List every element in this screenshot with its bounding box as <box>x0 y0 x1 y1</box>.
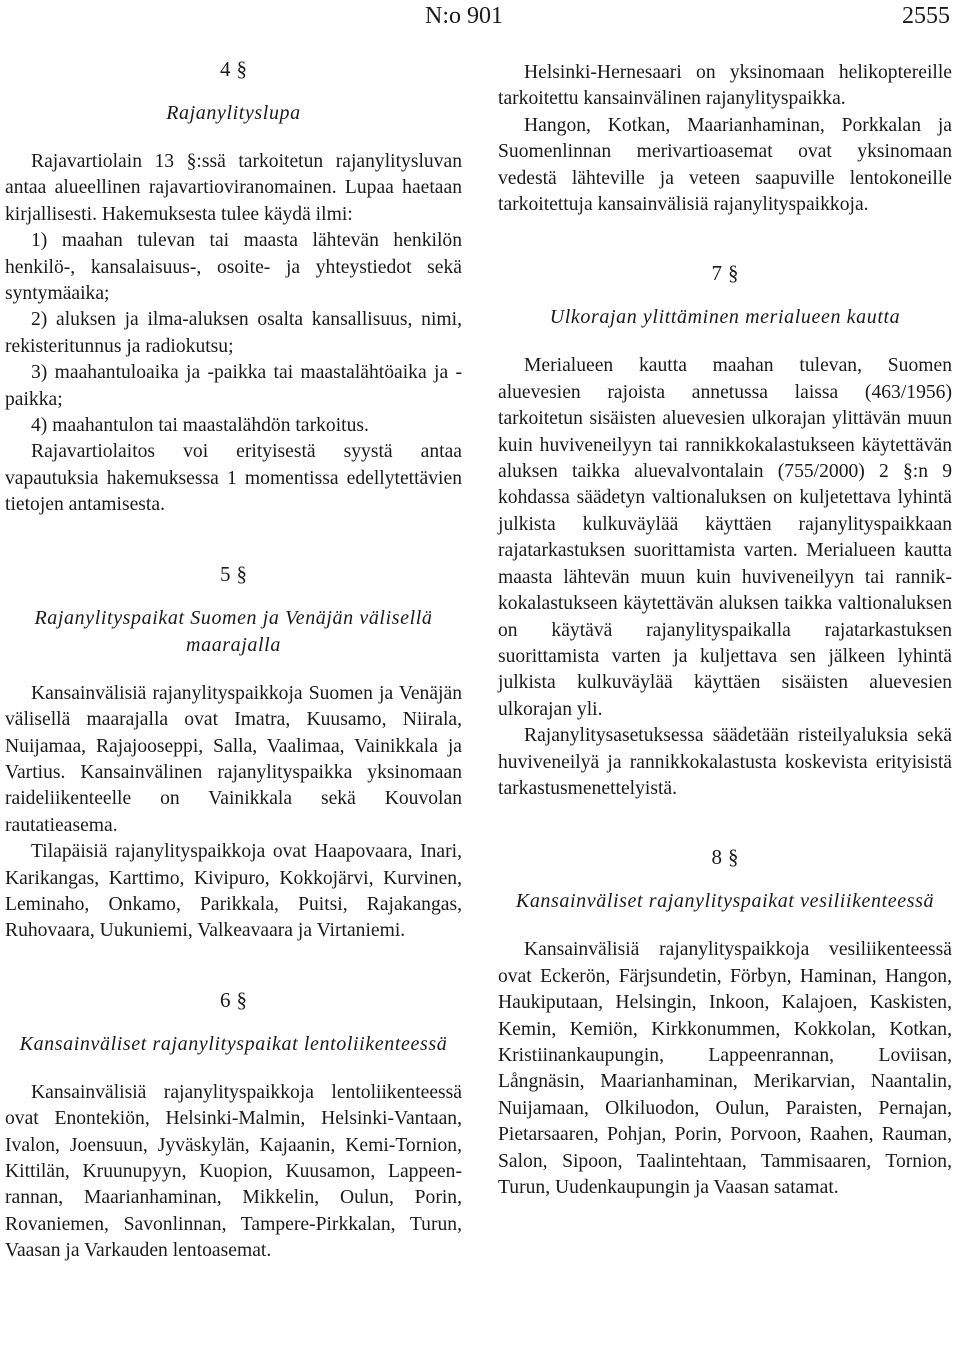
section-4-paragraph-1: Rajavartiolain 13 §:ssä tarkoitetun rajanylitysluvan antaa alueellinen rajavartioviranomainen. Lupaa haetaan kirjallisesti. Hakemuksesta tulee käydä ilmi: <box>5 151 462 225</box>
section-4-paragraph-2: Rajavartiolaitos voi erityisestä syystä antaa vapautuksia hakemuksessa 1 momentissa edellytettävien tietojen antamisesta. <box>5 441 462 516</box>
section-5-title: Rajanylityspaikat Suomen ja Venäjän välisellä maarajalla <box>34 606 433 656</box>
page-number: 2555 <box>902 3 950 29</box>
section-sign: § <box>728 261 739 286</box>
section-8-heading <box>498 844 952 870</box>
section-6-heading <box>5 987 462 1013</box>
section-8-paragraph-1: Kansainvälisiä rajanylityspaikkoja vesiliikenteessä ovat Eckerön, Färjsundetin, Förbyn, Haminan, Hangon, Haukiputaan, Helsingin, Inkoon, Kalajoen, Kaskisten, Kemin, Kemiön, Kirkkonummen, Kokkolan, Kotkan, Kristiinankaupungin, Lappeenrannan, Loviisan, Långnäsin, Maarianhaminan, Merikarvian, Naantalin, Nuijamaan, Olkiluodon, Oulun, Paraisten, Pernajan, Pietarsaaren, Pohjan, Porin, Porvoon, Raahen, Rauman, Salon, Sipoon, Taalintehtaan, Tammisaaren, Tornion, Turun, Uudenkaupungin ja Vaasan satamat. <box>498 939 952 1198</box>
section-5-paragraph-1: Kansainvälisiä rajanylityspaikkoja Suomen ja Venäjän välisellä maarajalla ovat Imatra, Kuusamo, Niirala, Nuijamaa, Rajajooseppi, Salla, Vaalimaa, Vainikkala ja Vartius. Kansainvälinen rajanylityspaikka yksinomaan raideliikenteelle on Vainikkala sekä Kouvolan rautatieasema. <box>5 682 462 836</box>
list-item: 1) maahan tulevan tai maasta lähtevän henkilön henkilö-, kansalaisuus-, osoite- ja yhteystiedot sekä syntymäaika; <box>5 230 462 305</box>
section-number: 6 <box>220 987 231 1012</box>
section-number: 7 <box>711 261 722 286</box>
section-7-paragraph-2: Rajanylitysasetuksessa säädetään risteilyaluksia sekä huviveneilyä ja rannikkokalastusta koskevista erityisistä tarkastusmenettelyistä. <box>498 725 952 799</box>
page-header <box>0 0 950 30</box>
section-7-title: Ulkorajan ylittäminen merialueen kautta <box>549 306 901 329</box>
section-5-heading <box>5 561 462 587</box>
left-column <box>5 56 462 1265</box>
section-7-heading <box>498 260 952 286</box>
section-5-paragraph-2: Tilapäisiä rajanylityspaikkoja ovat Haapovaara, Inari, Karikangas, Karttimo, Kivipuro, Kokkojärvi, Kurvinen, Leminaho, Onkamo, Parikkala, Puitsi, Rajakangas, Ruhovaara, Uukuniemi, Valkeavaara ja Virtaniemi. <box>5 841 462 942</box>
section-sign: § <box>236 987 247 1012</box>
section-number: 8 <box>711 845 722 870</box>
section-6-paragraph-3: Hangon, Kotkan, Maarianhaminan, Porkkalan ja Suomenlinnan merivartioasemat ovat yksinomaan vedestä lähteville ja veteen saapuville lentokoneille tarkoitettuja kansainvälisiä rajanylityspaikkoja. <box>498 114 952 216</box>
section-8-title: Kansainväliset rajanylityspaikat vesiliikenteessä <box>515 890 935 913</box>
section-6-paragraph-1: Kansainvälisiä rajanylityspaikkoja lentoliikenteessä ovat Enontekiön, Helsinki-Malmin, Helsinki-Vantaan, Ivalon, Joensuun, Jyväskylän, Kajaanin, Kemi-Tornion, Kittilän, Kruunupyyn, Kuopion, Kuusamon, Lappeenrannan, Maarianhaminan, Mikkelin, Oulun, Porin, Rovaniemen, Savonlinnan, Tampere-Pirkkalan, Turun, Vaasan ja Varkauden lentoasemat. <box>5 1081 462 1262</box>
section-7-paragraph-1: Merialueen kautta maahan tulevan, Suomen aluevesien rajoista annetussa laissa (463/1956) tarkoitetun sisäisten aluevesien ulkorajan ylittävän muun kuin huviveneilyyn tai rannikkokalastukseen käytettävän aluksen taikka aluevalvontalain (755/2000) 2 §:n 9 kohdassa säädetyn valtionaluksen on kuljetettava lyhintä julkista kulkuväylää käyttäen rajanylityspaikkaan rajatarkastuksen suorittamista varten. Merialueen kautta maasta lähtevän muun kuin huviveneilyyn tai rannikkokalastukseen käytettävän aluksen taikka valtionaluksen on käytävä rajanylityspaikalla rajatarkastuksen suorittamista varten ja kuljettava sen jälkeen lyhintä julkista kulkuväylää käyttäen sisäisten aluevesien ulkorajan yli. <box>498 355 952 720</box>
section-4-title: Rajanylityslupa <box>166 102 301 124</box>
list-item: 3) maahantuloaika ja -paikka tai maastalähtöaika ja -paikka; <box>5 362 462 410</box>
section-number: 4 <box>220 57 231 81</box>
list-item: 2) aluksen ja ilma-aluksen osalta kansallisuus, nimi, rekisteritunnus ja radiokutsu; <box>5 309 462 357</box>
section-sign: § <box>236 57 247 81</box>
list-item: 4) maahantulon tai maastalähdön tarkoitus. <box>31 415 369 437</box>
section-sign: § <box>236 561 247 586</box>
section-6-paragraph-2: Helsinki-Hernesaari on yksinomaan helikoptereille tarkoitettu kansainvälinen rajanylityspaikka. <box>498 62 952 110</box>
section-4-heading <box>5 56 462 82</box>
section-6-title: Kansainväliset rajanylityspaikat lentoliikenteessä <box>19 1032 448 1055</box>
section-sign: § <box>728 845 739 870</box>
section-number: 5 <box>220 561 231 586</box>
right-column <box>498 60 952 1201</box>
statute-number: N:o 901 <box>425 3 503 29</box>
